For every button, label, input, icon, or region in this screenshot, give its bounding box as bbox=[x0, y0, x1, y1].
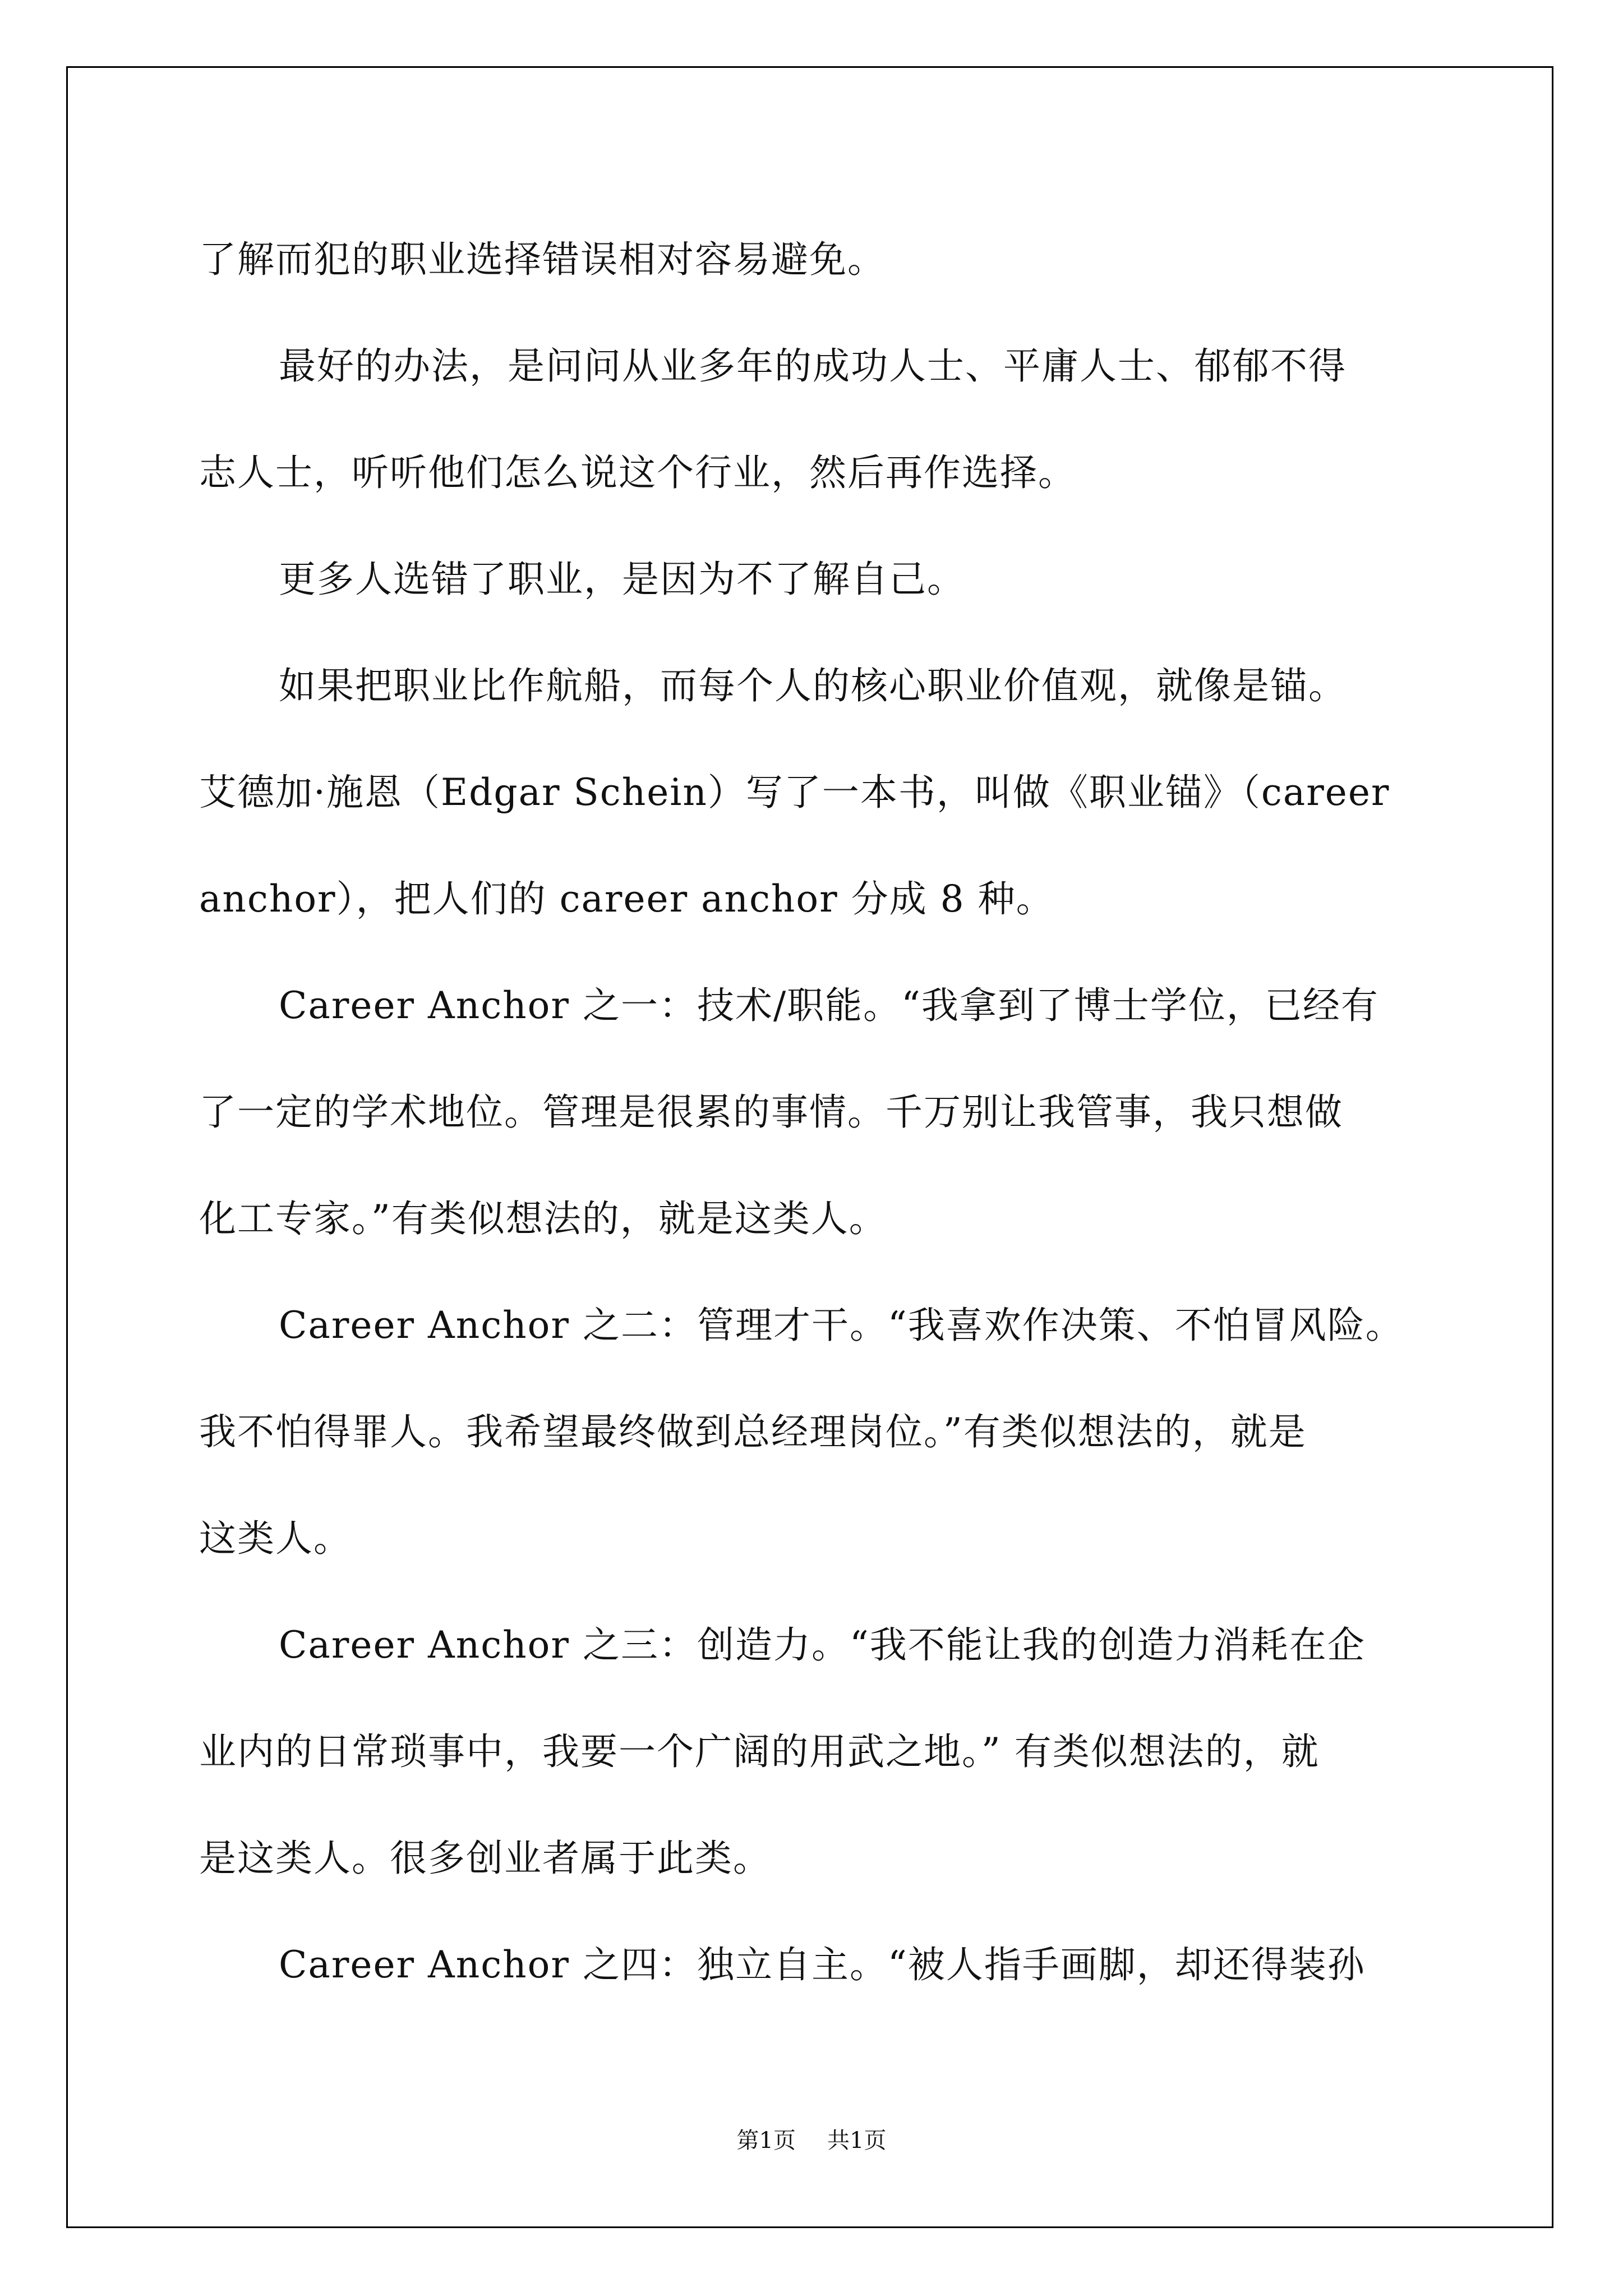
text-line: Career Anchor 之四：独立自主。“被人指手画脚，却还得装孙 bbox=[279, 1943, 1366, 1986]
text-line: Career Anchor 之二：管理才干。“我喜欢作决策、不怕冒风险。 bbox=[279, 1304, 1404, 1347]
text-line: 最好的办法，是问问从业多年的成功人士、平庸人士、郁郁不得 bbox=[279, 344, 1347, 388]
text-line: 艾德加·施恩（Edgar Schein）写了一本书，叫做《职业锚》（career bbox=[199, 771, 1390, 814]
text-line: Career Anchor 之三：创造力。“我不能让我的创造力消耗在企 bbox=[279, 1623, 1366, 1667]
document-body bbox=[199, 206, 1438, 2018]
text-line: 更多人选错了职业，是因为不了解自己。 bbox=[279, 558, 965, 601]
page-footer bbox=[0, 2124, 1623, 2157]
text-line: 化工专家。”有类似想法的，就是这类人。 bbox=[199, 1197, 887, 1240]
page-number: 第1页 bbox=[736, 2128, 796, 2154]
text-line: 如果把职业比作航船，而每个人的核心职业价值观，就像是锚。 bbox=[279, 664, 1347, 707]
text-line: 了一定的学术地位。管理是很累的事情。千万别让我管事，我只想做 bbox=[199, 1091, 1343, 1134]
text-line: 我不怕得罪人。我希望最终做到总经理岗位。”有类似想法的，就是 bbox=[199, 1410, 1307, 1453]
text-line: 志人士，听听他们怎么说这个行业，然后再作选择。 bbox=[199, 451, 1076, 494]
text-line: 是这类人。很多创业者属于此类。 bbox=[199, 1837, 771, 1880]
text-line: Career Anchor 之一：技术/职能。“我拿到了博士学位，已经有 bbox=[279, 984, 1379, 1027]
text-line: anchor），把人们的 career anchor 分成 8 种。 bbox=[199, 877, 1054, 921]
text-line: 这类人。 bbox=[199, 1517, 352, 1560]
page-total: 共1页 bbox=[827, 2128, 887, 2154]
text-line: 了解而犯的职业选择错误相对容易避免。 bbox=[199, 238, 886, 281]
text-line: 业内的日常琐事中，我要一个广阔的用武之地。” 有类似想法的，就 bbox=[199, 1730, 1320, 1773]
